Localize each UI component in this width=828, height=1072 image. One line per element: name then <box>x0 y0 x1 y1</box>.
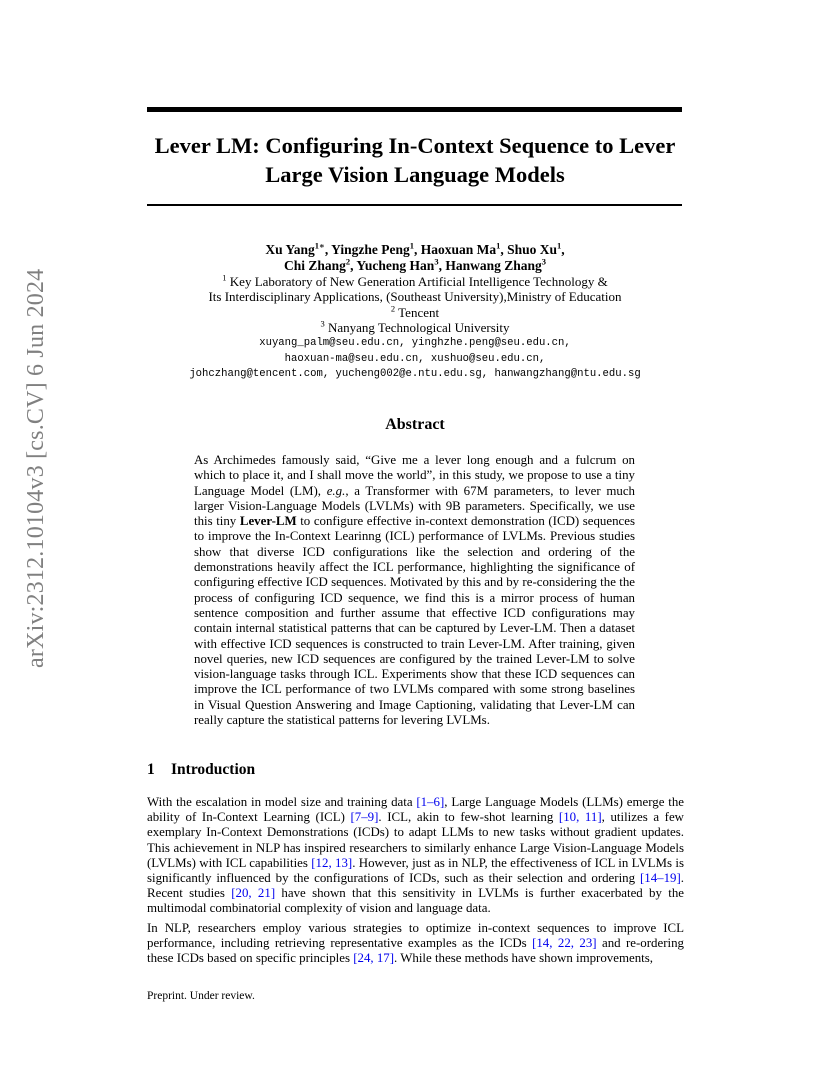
affiliation-1-line-1: Key Laboratory of New Generation Artificial Intelligence Technology & <box>229 274 608 289</box>
author-name: Haoxuan Ma <box>420 242 497 257</box>
citation-link[interactable]: [1–6] <box>416 795 445 809</box>
intro-paragraph: With the escalation in model size and training data [1–6], Large Language Models (LLMs) emerge the ability of In-Context Learning (ICL) [7–9]. ICL, akin to few-shot learning [10, 11], utilizes a few exemplary In-Context Demonstrations (ICDs) to adapt LLMs to new tasks without gradient updates. This achievement in NLP has inspired researchers to similarly enhance Large Vision-Language Models (LVLMs) with ICL capabilities [12, 13]. However, just as in NLP, the effectiveness of ICL in LVLMs is significantly influenced by the configurations of ICDs, such as their selection and ordering [14–19]. Recent studies [20, 21] have shown that this sensitivity in LVLMs is further exacerbated by the multimodal combinatorial complexity of vision and language data. <box>147 795 684 916</box>
abstract-body: As Archimedes famously said, “Give me a lever long enough and a fulcrum on which to place it, and I shall move the world”, in this study, we propose to use a tiny Language Model (LM), e.g., a Transformer with 67M parameters, to lever much larger Vision-Language Models (LVLMs) with 9B parameters. Specifically, we use this tiny Lever-LM to configure effective in-context demonstration (ICD) sequences to improve the In-Context Learinng (ICL) performance of LVLMs. Previous studies show that diverse ICD configurations like the selection and ordering of the demonstrations heavily affect the ICL performance, highlighting the significance of configuring effective ICD sequences. Motivated by this and by re-considering the the process of configuring ICD sequence, we find this is a mirror process of human sentence composition and further assume that effective ICD configurations may contain internal statistical patterns that can be captured by Lever-LM. Then a dataset with effective ICD sequences is constructed to train Lever-LM. After training, given novel queries, new ICD sequences are configured by the trained Lever-LM to solve vision-language tasks through ICL. Experiments show that these ICD sequences can improve the ICL performance of two LVLMs compared with some strong baselines in Visual Question Answering and Image Captioning, validating that Lever-LM can really capture the statistical patterns for levering LVLMs. <box>194 453 636 728</box>
citation-link[interactable]: [14, 22, 23] <box>532 936 597 951</box>
intro-paragraph: In NLP, researchers employ various strategies to optimize in-context sequences to improve ICL performance, including retrieving representative examples as the ICDs [14, 22, 23] and re-ordering these ICDs based on specific principles [24, 17]. While these methods have shown improvements, <box>147 921 684 966</box>
title-line-1: Lever LM: Configuring In-Context Sequence to Lever <box>154 133 676 158</box>
email-line: johczhang@tencent.com, yucheng002@e.ntu.edu.sg, hanwangzhang@ntu.edu.sg <box>189 368 641 380</box>
preprint-footer: Preprint. Under review. <box>147 990 255 1002</box>
affiliation-3: Nanyang Technological University <box>327 319 510 335</box>
citation-link[interactable]: [20, 21] <box>231 886 276 901</box>
author-name: Hanwang Zhang <box>445 258 542 273</box>
citation-link[interactable]: [14–19] <box>639 871 681 886</box>
email-line: haoxuan-ma@seu.edu.cn, xushuo@seu.edu.cn, <box>284 352 546 365</box>
citation-link[interactable]: [7–9] <box>350 810 379 825</box>
paper-title <box>120 131 710 189</box>
author-name: Xu Yang <box>265 242 315 257</box>
title-top-rule <box>147 107 682 112</box>
affiliation-2: Tencent <box>398 304 440 320</box>
affiliation-1-line-2: Its Interdisciplinary Applications, (Southeast University),Ministry of Education <box>208 289 622 305</box>
section-heading-introduction: 1 Introduction <box>147 761 256 778</box>
email-line: xuyang_palm@seu.edu.cn, yinghzhe.peng@seu.edu.cn, <box>259 337 571 349</box>
author-name: Chi Zhang <box>284 258 346 273</box>
author-list: Xu Yang$^{1∗}$, Yingzhe Peng$^1$, Haoxuan Ma$^1$, Shuo Xu$^1$, Chi Zhang$^2$, Yucheng Han$^3$, Hanwang Zhang$^3$ <box>265 240 565 273</box>
title-line-2: Large Vision Language Models <box>265 162 565 187</box>
citation-link[interactable]: [10, 11] <box>558 810 602 825</box>
affiliations: $^1$ Key Laboratory of New Generation Artificial Intelligence Technology & Its Interdisciplinary Applications, (Southeast University),Ministry of Education $^2$ Tencent $^3$ Nanyang Technological University <box>208 272 622 335</box>
author-name: Yucheng Han <box>356 258 435 273</box>
arxiv-identifier: arXiv:2312.10104v3 [cs.CV] 6 Jun 2024 <box>23 268 49 668</box>
author-name: Shuo Xu <box>507 242 558 257</box>
citation-link[interactable]: [24, 17] <box>353 951 395 966</box>
author-name: Yingzhe Peng <box>331 242 410 257</box>
author-emails <box>120 336 710 383</box>
title-bottom-rule <box>147 204 682 206</box>
citation-link[interactable]: [12, 13] <box>311 855 353 870</box>
abstract-heading: Abstract <box>385 416 445 433</box>
